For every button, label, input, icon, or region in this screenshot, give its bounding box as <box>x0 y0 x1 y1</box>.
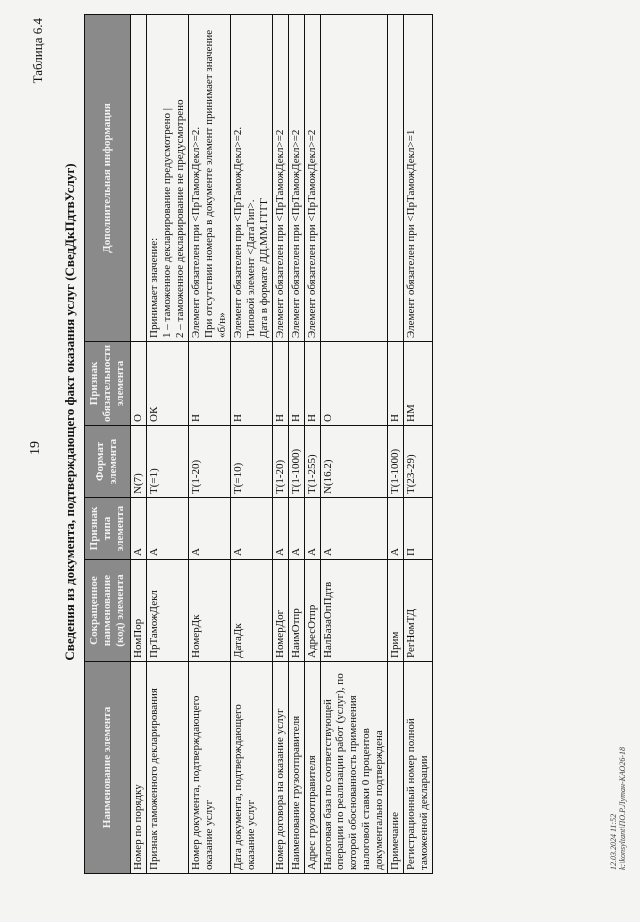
cell-code: НалБазаОпПдтв <box>320 560 388 662</box>
cell-name: Регистрационный номер полной таможенной декларации <box>404 662 433 874</box>
cell-code: ДатаДк <box>230 560 272 662</box>
cell-info <box>320 15 388 342</box>
cell-name: Налоговая база по соответствующей операции по реализации работ (услуг), по которой обоснованность применения налоговой ставки 0 процентов документально подтверждена <box>320 662 388 874</box>
cell-info <box>130 15 146 342</box>
header-info: Дополнительная информация <box>85 15 131 342</box>
cell-name: Наименование грузоотправителя <box>288 662 304 874</box>
footer-stamp <box>609 747 628 870</box>
cell-info: Элемент обязателен при <ПрТаможДекл>=2. Типовой элемент <ДатаТип>. Дата в формате ДД.ММ.ГГГГ <box>230 15 272 342</box>
cell-info: Элемент обязателен при <ПрТаможДекл>=2 <box>304 15 320 342</box>
table-title: Сведения из документа, подтверждающего факт оказания услуг (СведДкПдтвУслуг) <box>62 163 77 661</box>
cell-type: А <box>188 498 230 560</box>
table-row <box>388 15 404 874</box>
cell-format: T(1-20) <box>188 426 230 498</box>
table-row <box>130 15 146 874</box>
cell-format: N(16.2) <box>320 426 388 498</box>
elements-table <box>84 14 433 874</box>
cell-required: Н <box>304 341 320 425</box>
cell-format: N(7) <box>130 426 146 498</box>
cell-required: НМ <box>404 341 433 425</box>
cell-code: НомерДк <box>188 560 230 662</box>
cell-format: T(23-29) <box>404 426 433 498</box>
cell-required: ОК <box>146 341 188 425</box>
cell-name: Номер по порядку <box>130 662 146 874</box>
header-name: Наименование элемента <box>85 662 131 874</box>
cell-required: О <box>130 341 146 425</box>
cell-code: АдресОтпр <box>304 560 320 662</box>
cell-info <box>388 15 404 342</box>
header-type: Признак типа элемента <box>85 498 131 560</box>
cell-info: Элемент обязателен при <ПрТаможДекл>=1 <box>404 15 433 342</box>
table-row <box>320 15 388 874</box>
header-format: Формат элемента <box>85 426 131 498</box>
cell-code: ПрТаможДекл <box>146 560 188 662</box>
cell-required: О <box>320 341 388 425</box>
cell-required: Н <box>272 341 288 425</box>
cell-format: T(1-20) <box>272 426 288 498</box>
header-required: Признак обязательности элемента <box>85 341 131 425</box>
cell-code: НомПор <box>130 560 146 662</box>
table-row <box>188 15 230 874</box>
cell-code: РегНомТД <box>404 560 433 662</box>
cell-format: T(=1) <box>146 426 188 498</box>
cell-format: T(1-1000) <box>388 426 404 498</box>
cell-info: Элемент обязателен при <ПрТаможДекл>=2 <box>288 15 304 342</box>
cell-format: T(1-255) <box>304 426 320 498</box>
cell-info: Элемент обязателен при <ПрТаможДекл>=2 <box>272 15 288 342</box>
cell-name: Номер договора на оказание услуг <box>272 662 288 874</box>
cell-code: НаимОтпр <box>288 560 304 662</box>
cell-code: Прим <box>388 560 404 662</box>
cell-name: Признак таможенного декларирования <box>146 662 188 874</box>
table-row <box>288 15 304 874</box>
cell-code: НомерДог <box>272 560 288 662</box>
cell-type: А <box>288 498 304 560</box>
cell-info: Элемент обязателен при <ПрТаможДекл>=2. При отсутствии номера в документе элемент принимает значение «б/н» <box>188 15 230 342</box>
table-row <box>146 15 188 874</box>
cell-type: П <box>404 498 433 560</box>
cell-name: Примечание <box>388 662 404 874</box>
header-code: Сокращенное наименование (код) элемента <box>85 560 131 662</box>
cell-required: Н <box>388 341 404 425</box>
footer-date: 12.03.2024 11:52 <box>608 813 618 870</box>
cell-required: Н <box>288 341 304 425</box>
cell-type: А <box>388 498 404 560</box>
cell-format: T(=10) <box>230 426 272 498</box>
page-number: 19 <box>28 441 43 455</box>
cell-type: А <box>130 498 146 560</box>
table-row <box>404 15 433 874</box>
cell-type: А <box>272 498 288 560</box>
cell-type: А <box>320 498 388 560</box>
cell-name: Адрес грузоотправителя <box>304 662 320 874</box>
cell-format: T(1-1000) <box>288 426 304 498</box>
cell-required: Н <box>188 341 230 425</box>
cell-name: Дата документа, подтверждающего оказание услуг <box>230 662 272 874</box>
table-row <box>272 15 288 874</box>
cell-type: А <box>304 498 320 560</box>
footer-path: k:\konsyltant\ПО.Р.Лутан-КАО26-18 <box>618 747 628 870</box>
cell-type: А <box>146 498 188 560</box>
table-number: Таблица 6.4 <box>30 18 45 84</box>
cell-required: Н <box>230 341 272 425</box>
table-row <box>230 15 272 874</box>
cell-name: Номер документа, подтверждающего оказание услуг <box>188 662 230 874</box>
header-row <box>85 15 131 874</box>
cell-info: Принимает значение: 1 – таможенное декларирование предусмотрено | 2 – таможенное декларирование не предусмотрено <box>146 15 188 342</box>
cell-type: А <box>230 498 272 560</box>
table-row <box>304 15 320 874</box>
